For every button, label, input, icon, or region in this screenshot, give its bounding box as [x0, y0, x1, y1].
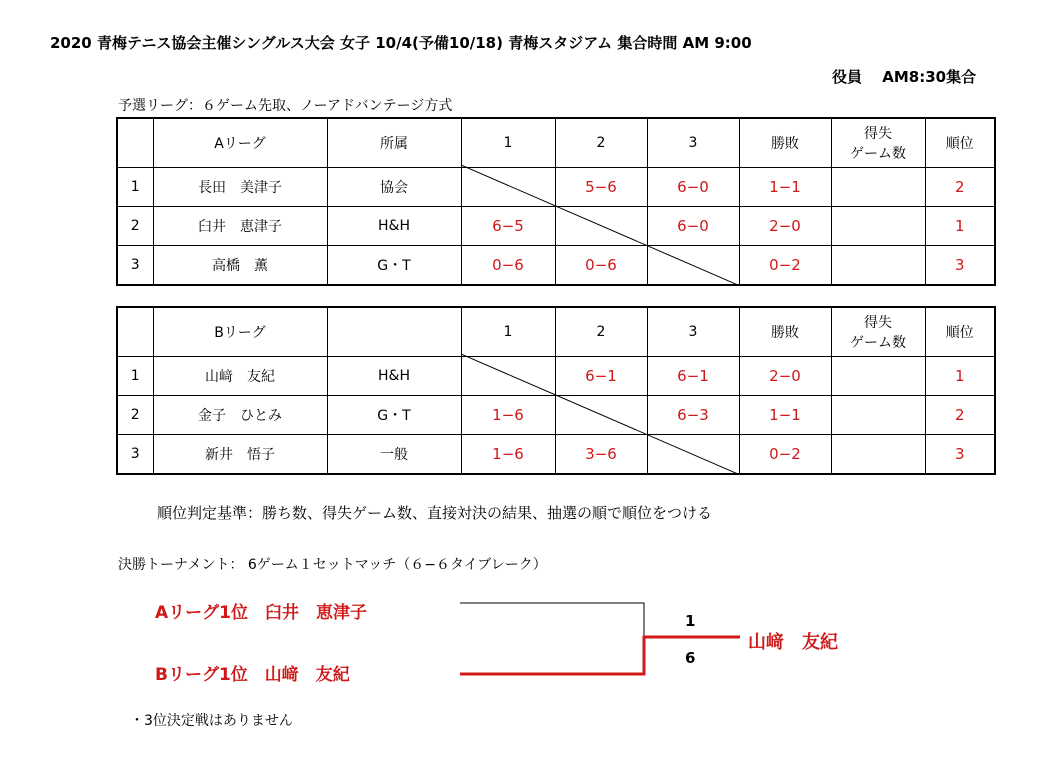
league-b-header-row: [117, 307, 995, 357]
header-affiliation: [327, 307, 461, 357]
rank-cell: 3: [925, 246, 995, 286]
games-cell: [831, 246, 925, 286]
header-win-loss: 勝敗: [739, 307, 831, 357]
row-no: 2: [117, 207, 153, 246]
header-win-loss: 勝敗: [739, 118, 831, 168]
header-rank: 順位: [925, 307, 995, 357]
header-round-1: 1: [461, 307, 555, 357]
player-affiliation: G・T: [327, 246, 461, 286]
games-cell: [831, 357, 925, 396]
header-round-3: 3: [647, 118, 739, 168]
header-games: 得失 ゲーム数: [831, 307, 925, 357]
player-name: 金子 ひとみ: [153, 396, 327, 435]
player-name: 山﨑 友紀: [153, 357, 327, 396]
player-name: 臼井 恵津子: [153, 207, 327, 246]
ranking-criteria: 順位判定基準：勝ち数、得失ゲーム数、直接対決の結果、抽選の順で順位をつける: [157, 504, 713, 522]
bracket-entry-bottom: Bリーグ1位 山﨑 友紀: [155, 665, 350, 685]
score-cell: 1−6: [461, 396, 555, 435]
games-cell: [831, 396, 925, 435]
header-games: 得失 ゲーム数: [831, 118, 925, 168]
score-cell: 0−6: [461, 246, 555, 286]
header-round-2: 2: [555, 307, 647, 357]
header-no: [117, 307, 153, 357]
score-cell: 1−6: [461, 435, 555, 475]
win-loss-cell: 0−2: [739, 246, 831, 286]
win-loss-cell: 2−0: [739, 207, 831, 246]
preliminary-rule: 予選リーグ：６ゲーム先取、ノーアドバンテージ方式: [118, 98, 453, 114]
header-rank: 順位: [925, 118, 995, 168]
rank-cell: 2: [925, 396, 995, 435]
league-a-diagonal: [461, 165, 738, 285]
win-loss-cell: 1−1: [739, 168, 831, 207]
score-cell: 3−6: [555, 435, 647, 475]
player-affiliation: H&H: [327, 357, 461, 396]
league-b-diagonal: [461, 354, 738, 474]
league-a-name: Aリーグ: [153, 118, 327, 168]
player-affiliation: H&H: [327, 207, 461, 246]
rank-cell: 3: [925, 435, 995, 475]
row-no: 1: [117, 168, 153, 207]
player-name: 高橋 薫: [153, 246, 327, 286]
officials-time: 役員 AM8:30集合: [832, 68, 977, 86]
score-cell: 6−1: [555, 357, 647, 396]
page-title: 2020 青梅テニス協会主催シングルス大会 女子 10/4(予備10/18) 青梅スタジアム 集合時間 AM 9:00: [50, 34, 752, 52]
row-no: 2: [117, 396, 153, 435]
player-affiliation: G・T: [327, 396, 461, 435]
header-no: [117, 118, 153, 168]
bracket-score-bottom: 6: [685, 649, 696, 667]
win-loss-cell: 0−2: [739, 435, 831, 475]
win-loss-cell: 1−1: [739, 396, 831, 435]
bracket-winner: 山﨑 友紀: [748, 632, 838, 653]
games-cell: [831, 207, 925, 246]
row-no: 3: [117, 246, 153, 286]
score-cell: 6−5: [461, 207, 555, 246]
win-loss-cell: 2−0: [739, 357, 831, 396]
row-no: 1: [117, 357, 153, 396]
row-no: 3: [117, 435, 153, 475]
player-name: 新井 悟子: [153, 435, 327, 475]
header-round-3: 3: [647, 307, 739, 357]
bracket-score-top: 1: [685, 612, 696, 630]
score-cell: 6−3: [647, 396, 739, 435]
rank-cell: 1: [925, 207, 995, 246]
bracket-lines: [455, 596, 745, 686]
score-cell: 6−0: [647, 168, 739, 207]
games-cell: [831, 168, 925, 207]
bracket-entry-top: Aリーグ1位 臼井 恵津子: [155, 603, 367, 623]
header-affiliation: 所属: [327, 118, 461, 168]
score-cell: 6−1: [647, 357, 739, 396]
tournament-title: 決勝トーナメント： 6ゲーム１セットマッチ（６−６タイブレーク）: [118, 557, 547, 573]
score-cell: 6−0: [647, 207, 739, 246]
score-cell: 0−6: [555, 246, 647, 286]
header-round-2: 2: [555, 118, 647, 168]
score-cell: 5−6: [555, 168, 647, 207]
rank-cell: 1: [925, 357, 995, 396]
header-round-1: 1: [461, 118, 555, 168]
player-name: 長田 美津子: [153, 168, 327, 207]
league-a-header-row: [117, 118, 995, 168]
player-affiliation: 協会: [327, 168, 461, 207]
games-cell: [831, 435, 925, 475]
league-b-name: Bリーグ: [153, 307, 327, 357]
note: ・3位決定戦はありません: [130, 713, 293, 729]
player-affiliation: 一般: [327, 435, 461, 475]
rank-cell: 2: [925, 168, 995, 207]
